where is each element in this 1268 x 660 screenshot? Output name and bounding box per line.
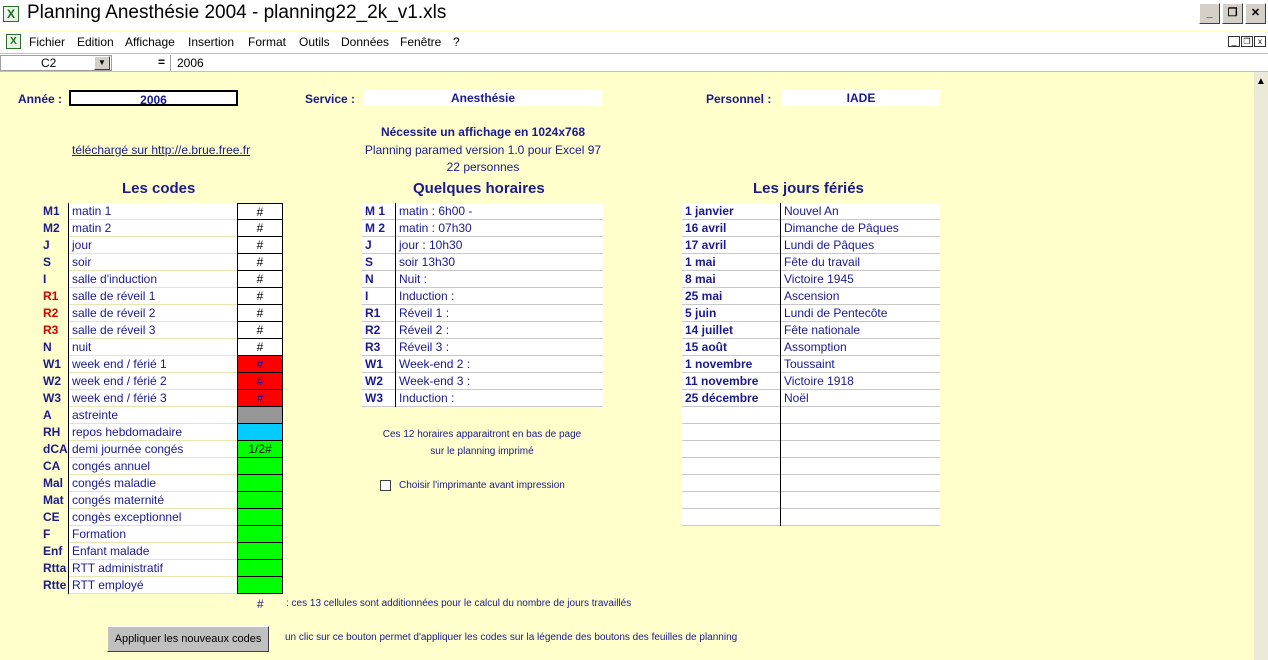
code-description-cell[interactable]: salle de réveil 2 xyxy=(69,305,237,322)
horaire-row xyxy=(362,288,603,305)
ferie-date-cell[interactable] xyxy=(682,407,781,424)
info-resolution: Nécessite un affichage en 1024x768 xyxy=(380,125,586,139)
code-description-cell[interactable]: salle d'induction xyxy=(69,271,237,288)
minimize-button[interactable]: _ xyxy=(1199,3,1220,24)
mdi-minimize-icon[interactable]: _ xyxy=(1228,36,1240,47)
ferie-date-cell[interactable]: 1 novembre xyxy=(682,356,781,373)
menu-outils[interactable]: Outils xyxy=(299,35,330,49)
horaire-description-cell[interactable]: matin : 6h00 - xyxy=(399,204,473,218)
code-symbol-cell[interactable] xyxy=(237,526,283,543)
footnote-symbol: # xyxy=(257,597,264,611)
ferie-date-cell[interactable]: 5 juin xyxy=(682,305,781,322)
code-description-cell[interactable]: RTT administratif xyxy=(69,560,237,577)
personnel-cell[interactable]: IADE xyxy=(782,90,940,106)
code-row xyxy=(40,424,283,441)
ferie-row xyxy=(682,322,940,339)
code-symbol-cell[interactable]: # xyxy=(237,254,283,271)
ferie-row xyxy=(682,373,940,390)
ferie-date-cell[interactable] xyxy=(682,509,781,526)
window-title: Planning Anesthésie 2004 - planning22_2k_v1.xls xyxy=(27,2,447,23)
code-row xyxy=(40,373,283,390)
horaire-code-cell[interactable]: R2 xyxy=(362,322,396,339)
code-row xyxy=(40,492,283,509)
ferie-name-cell[interactable]: Assomption xyxy=(784,340,847,354)
code-description-cell[interactable]: jour xyxy=(69,237,237,254)
code-cell[interactable]: Mat xyxy=(40,492,69,509)
code-row xyxy=(40,339,283,356)
horaire-description-cell[interactable]: Réveil 2 : xyxy=(399,323,450,337)
code-symbol-cell[interactable]: # xyxy=(237,305,283,322)
close-button[interactable]: ✕ xyxy=(1245,3,1266,24)
code-description-cell[interactable]: RTT employé xyxy=(69,577,237,594)
ferie-name-cell[interactable]: Nouvel An xyxy=(784,204,839,218)
ferie-date-cell[interactable] xyxy=(682,441,781,458)
ferie-date-cell[interactable]: 16 avril xyxy=(682,220,781,237)
ferie-date-cell[interactable]: 1 janvier xyxy=(682,203,781,220)
code-cell[interactable]: W3 xyxy=(40,390,69,407)
ferie-name-cell[interactable] xyxy=(781,441,940,458)
code-description-cell[interactable]: congès exceptionnel xyxy=(69,509,237,526)
ferie-name-cell[interactable] xyxy=(781,407,940,424)
code-symbol-cell[interactable] xyxy=(237,560,283,577)
download-link[interactable]: téléchargé sur http://e.brue.free.fr xyxy=(72,143,251,157)
code-cell[interactable]: A xyxy=(40,407,69,424)
horaire-code-cell[interactable]: I xyxy=(362,288,396,305)
horaire-code-cell[interactable]: N xyxy=(362,271,396,288)
horaire-row xyxy=(362,237,603,254)
code-cell[interactable]: W2 xyxy=(40,373,69,390)
code-symbol-cell[interactable] xyxy=(237,458,283,475)
horaire-row xyxy=(362,305,603,322)
ferie-name-cell[interactable]: Ascension xyxy=(784,289,840,303)
ferie-date-cell[interactable]: 11 novembre xyxy=(682,373,781,390)
ferie-date-cell[interactable] xyxy=(682,492,781,509)
printer-checkbox-label: Choisir l'imprimante avant impression xyxy=(399,480,565,491)
code-cell[interactable]: W1 xyxy=(40,356,69,373)
ferie-name-cell[interactable]: Toussaint xyxy=(784,357,835,371)
code-row xyxy=(40,305,283,322)
ferie-row xyxy=(682,492,940,509)
code-row xyxy=(40,237,283,254)
code-cell[interactable]: R1 xyxy=(40,288,69,305)
code-row xyxy=(40,560,283,577)
code-row xyxy=(40,271,283,288)
code-description-cell[interactable]: congés maternité xyxy=(69,492,237,509)
horaire-row xyxy=(362,356,603,373)
codes-title: Les codes xyxy=(122,180,196,197)
code-cell[interactable]: M1 xyxy=(40,203,69,220)
code-symbol-cell[interactable]: # xyxy=(237,271,283,288)
ferie-date-cell[interactable]: 8 mai xyxy=(682,271,781,288)
code-row xyxy=(40,509,283,526)
formula-equals: = xyxy=(158,55,166,69)
annee-cell[interactable]: 2006 xyxy=(69,90,238,106)
code-row xyxy=(40,390,283,407)
ferie-row xyxy=(682,203,940,220)
code-cell[interactable]: I xyxy=(40,271,69,288)
menu-affichage[interactable]: Affichage xyxy=(125,35,175,49)
ferie-name-cell[interactable]: Fête nationale xyxy=(784,323,861,337)
code-row xyxy=(40,543,283,560)
formula-bar xyxy=(0,53,1268,72)
code-row xyxy=(40,458,283,475)
mdi-restore-icon[interactable]: ❐ xyxy=(1241,36,1253,47)
code-symbol-cell[interactable]: 1/2# xyxy=(237,441,283,458)
code-description-cell[interactable]: nuit xyxy=(69,339,237,356)
horaire-description-cell[interactable]: jour : 10h30 xyxy=(399,238,463,252)
ferie-row xyxy=(682,288,940,305)
ferie-row xyxy=(682,271,940,288)
info-version: Planning paramed version 1.0 pour Excel 97 xyxy=(364,143,602,157)
code-cell[interactable]: Mal xyxy=(40,475,69,492)
code-symbol-cell[interactable]: # xyxy=(237,220,283,237)
code-row xyxy=(40,441,283,458)
code-description-cell[interactable]: salle de réveil 3 xyxy=(69,322,237,339)
horaire-row xyxy=(362,339,603,356)
code-symbol-cell[interactable] xyxy=(237,424,283,441)
horaire-description-cell[interactable]: matin : 07h30 xyxy=(399,221,472,235)
ferie-row xyxy=(682,305,940,322)
ferie-row xyxy=(682,475,940,492)
code-cell[interactable]: CA xyxy=(40,458,69,475)
ferie-name-cell[interactable] xyxy=(781,458,940,475)
ferie-row xyxy=(682,509,940,526)
horaire-code-cell[interactable]: R1 xyxy=(362,305,396,322)
code-row xyxy=(40,322,283,339)
code-cell[interactable]: RH xyxy=(40,424,69,441)
horaire-description-cell[interactable]: Week-end 3 : xyxy=(399,374,471,388)
horaire-description-cell[interactable]: Week-end 2 : xyxy=(399,357,471,371)
horaire-row xyxy=(362,373,603,390)
code-row xyxy=(40,220,283,237)
menu-help[interactable]: ? xyxy=(453,35,460,49)
printer-checkbox[interactable] xyxy=(380,480,391,491)
vertical-scrollbar[interactable] xyxy=(1254,72,1268,660)
ferie-name-cell[interactable] xyxy=(781,475,940,492)
code-cell[interactable]: CE xyxy=(40,509,69,526)
ferie-date-cell[interactable]: 1 mai xyxy=(682,254,781,271)
ferie-name-cell[interactable] xyxy=(781,424,940,441)
horaire-row xyxy=(362,220,603,237)
code-symbol-cell[interactable]: # xyxy=(237,339,283,356)
service-label: Service : xyxy=(305,92,356,106)
worksheet xyxy=(0,72,1254,660)
code-row xyxy=(40,288,283,305)
ferie-row xyxy=(682,237,940,254)
horaire-row xyxy=(362,271,603,288)
horaire-description-cell[interactable]: Induction : xyxy=(399,391,455,405)
horaire-code-cell[interactable]: W1 xyxy=(362,356,396,373)
horaire-row xyxy=(362,254,603,271)
ferie-row xyxy=(682,407,940,424)
code-row xyxy=(40,407,283,424)
ferie-row xyxy=(682,390,940,407)
ferie-name-cell[interactable]: Dimanche de Pâques xyxy=(784,221,899,235)
code-cell[interactable]: Rtta xyxy=(40,560,69,577)
service-cell[interactable]: Anesthésie xyxy=(364,90,602,106)
name-box[interactable]: C2 xyxy=(0,55,112,71)
ferie-row xyxy=(682,458,940,475)
code-description-cell[interactable]: week end / férié 2 xyxy=(69,373,237,390)
code-description-cell[interactable]: matin 1 xyxy=(69,203,237,220)
code-description-cell[interactable]: matin 2 xyxy=(69,220,237,237)
excel-icon: X xyxy=(3,6,19,22)
horaire-code-cell[interactable]: J xyxy=(362,237,396,254)
code-symbol-cell[interactable] xyxy=(237,577,283,594)
code-description-cell[interactable]: congés annuel xyxy=(69,458,237,475)
code-symbol-cell[interactable]: # xyxy=(237,356,283,373)
footnote-text: : ces 13 cellules sont additionnées pour le calcul du nombre de jours travaillés xyxy=(286,598,632,609)
menu-format[interactable]: Format xyxy=(248,35,287,49)
horaire-row xyxy=(362,203,603,220)
ferie-row xyxy=(682,339,940,356)
horaire-code-cell[interactable]: S xyxy=(362,254,396,271)
ferie-name-cell[interactable]: Victoire 1945 xyxy=(784,272,854,286)
ferie-name-cell[interactable]: Fête du travail xyxy=(784,255,861,269)
code-description-cell[interactable]: week end / férié 1 xyxy=(69,356,237,373)
name-box-dropdown-icon[interactable]: ▼ xyxy=(94,56,110,70)
horaire-row xyxy=(362,322,603,339)
ferie-name-cell[interactable] xyxy=(781,492,940,509)
code-description-cell[interactable]: congés maladie xyxy=(69,475,237,492)
feries-title: Les jours fériés xyxy=(753,180,864,197)
horaire-description-cell[interactable]: Nuit : xyxy=(399,272,428,286)
ferie-name-cell[interactable]: Noël xyxy=(784,391,809,405)
code-symbol-cell[interactable] xyxy=(237,543,283,560)
code-symbol-cell[interactable] xyxy=(237,509,283,526)
menu-insertion[interactable]: Insertion xyxy=(188,35,235,49)
menu-bar xyxy=(0,31,1268,53)
code-description-cell[interactable]: repos hebdomadaire xyxy=(69,424,237,441)
menu-fenetre[interactable]: Fenêtre xyxy=(400,35,442,49)
formula-input[interactable]: 2006 xyxy=(170,55,1250,71)
code-description-cell[interactable]: demi journée congés xyxy=(69,441,237,458)
ferie-date-cell[interactable] xyxy=(682,424,781,441)
code-row xyxy=(40,526,283,543)
ferie-row xyxy=(682,424,940,441)
apply-note: un clic sur ce bouton permet d'appliquer les codes sur la légende des boutons des feuilles de planning xyxy=(285,632,738,643)
code-cell[interactable]: Enf xyxy=(40,543,69,560)
code-symbol-cell[interactable] xyxy=(237,407,283,424)
horaire-code-cell[interactable]: W2 xyxy=(362,373,396,390)
title-bar xyxy=(0,0,1268,30)
ferie-date-cell[interactable]: 15 août xyxy=(682,339,781,356)
horaires-note-2: sur le planning imprimé xyxy=(430,446,534,457)
code-description-cell[interactable]: Formation xyxy=(69,526,237,543)
ferie-name-cell[interactable] xyxy=(781,509,940,526)
apply-codes-button[interactable]: Appliquer les nouveaux codes xyxy=(107,626,269,652)
code-description-cell[interactable]: week end / férié 3 xyxy=(69,390,237,407)
menu-edition[interactable]: Edition xyxy=(77,35,114,49)
code-row xyxy=(40,254,283,271)
personnel-label: Personnel : xyxy=(706,92,772,106)
code-symbol-cell[interactable] xyxy=(237,492,283,509)
horaire-description-cell[interactable]: Induction : xyxy=(399,289,455,303)
ferie-row xyxy=(682,356,940,373)
ferie-date-cell[interactable] xyxy=(682,458,781,475)
horaire-code-cell[interactable]: M 2 xyxy=(362,220,396,237)
ferie-date-cell[interactable]: 25 mai xyxy=(682,288,781,305)
ferie-date-cell[interactable]: 14 juillet xyxy=(682,322,781,339)
code-symbol-cell[interactable]: # xyxy=(237,203,283,220)
code-cell[interactable]: J xyxy=(40,237,69,254)
code-row xyxy=(40,356,283,373)
ferie-row xyxy=(682,441,940,458)
code-symbol-cell[interactable]: # xyxy=(237,390,283,407)
workbook-icon[interactable]: X xyxy=(6,34,21,49)
code-cell[interactable]: dCA xyxy=(40,441,69,458)
code-cell[interactable]: R3 xyxy=(40,322,69,339)
horaire-row xyxy=(362,390,603,407)
code-symbol-cell[interactable]: # xyxy=(237,373,283,390)
code-cell[interactable]: Rtte xyxy=(40,577,69,594)
horaire-description-cell[interactable]: Réveil 1 : xyxy=(399,306,450,320)
scroll-up-icon[interactable]: ▲ xyxy=(1256,76,1266,87)
horaire-code-cell[interactable]: M 1 xyxy=(362,203,396,220)
ferie-name-cell[interactable]: Lundi de Pentecôte xyxy=(784,306,888,320)
horaire-code-cell[interactable]: W3 xyxy=(362,390,396,407)
code-row xyxy=(40,203,283,220)
code-symbol-cell[interactable]: # xyxy=(237,322,283,339)
code-cell[interactable]: N xyxy=(40,339,69,356)
ferie-name-cell[interactable]: Lundi de Pâques xyxy=(784,238,875,252)
menu-donnees[interactable]: Données xyxy=(341,35,390,49)
mdi-close-icon[interactable]: x xyxy=(1254,36,1266,47)
code-cell[interactable]: F xyxy=(40,526,69,543)
restore-button[interactable]: ❐ xyxy=(1222,3,1243,24)
code-description-cell[interactable]: Enfant malade xyxy=(69,543,237,560)
horaire-description-cell[interactable]: Réveil 3 : xyxy=(399,340,450,354)
code-cell[interactable]: M2 xyxy=(40,220,69,237)
horaire-code-cell[interactable]: R3 xyxy=(362,339,396,356)
code-symbol-cell[interactable] xyxy=(237,475,283,492)
horaires-title: Quelques horaires xyxy=(413,180,545,197)
code-symbol-cell[interactable]: # xyxy=(237,237,283,254)
annee-label: Année : xyxy=(18,92,63,106)
ferie-date-cell[interactable] xyxy=(682,475,781,492)
ferie-row xyxy=(682,254,940,271)
code-description-cell[interactable]: salle de réveil 1 xyxy=(69,288,237,305)
code-cell[interactable]: S xyxy=(40,254,69,271)
code-description-cell[interactable]: astreinte xyxy=(69,407,237,424)
code-row xyxy=(40,577,283,594)
code-row xyxy=(40,475,283,492)
menu-fichier[interactable]: Fichier xyxy=(29,35,66,49)
horaire-description-cell[interactable]: soir 13h30 xyxy=(399,255,456,269)
code-cell[interactable]: R2 xyxy=(40,305,69,322)
horaires-note-1: Ces 12 horaires apparaitront en bas de page xyxy=(382,429,582,440)
ferie-name-cell[interactable]: Victoire 1918 xyxy=(784,374,854,388)
ferie-date-cell[interactable]: 25 décembre xyxy=(682,390,781,407)
code-symbol-cell[interactable]: # xyxy=(237,288,283,305)
code-description-cell[interactable]: soir xyxy=(69,254,237,271)
ferie-date-cell[interactable]: 17 avril xyxy=(682,237,781,254)
info-persons: 22 personnes xyxy=(446,160,520,174)
ferie-row xyxy=(682,220,940,237)
